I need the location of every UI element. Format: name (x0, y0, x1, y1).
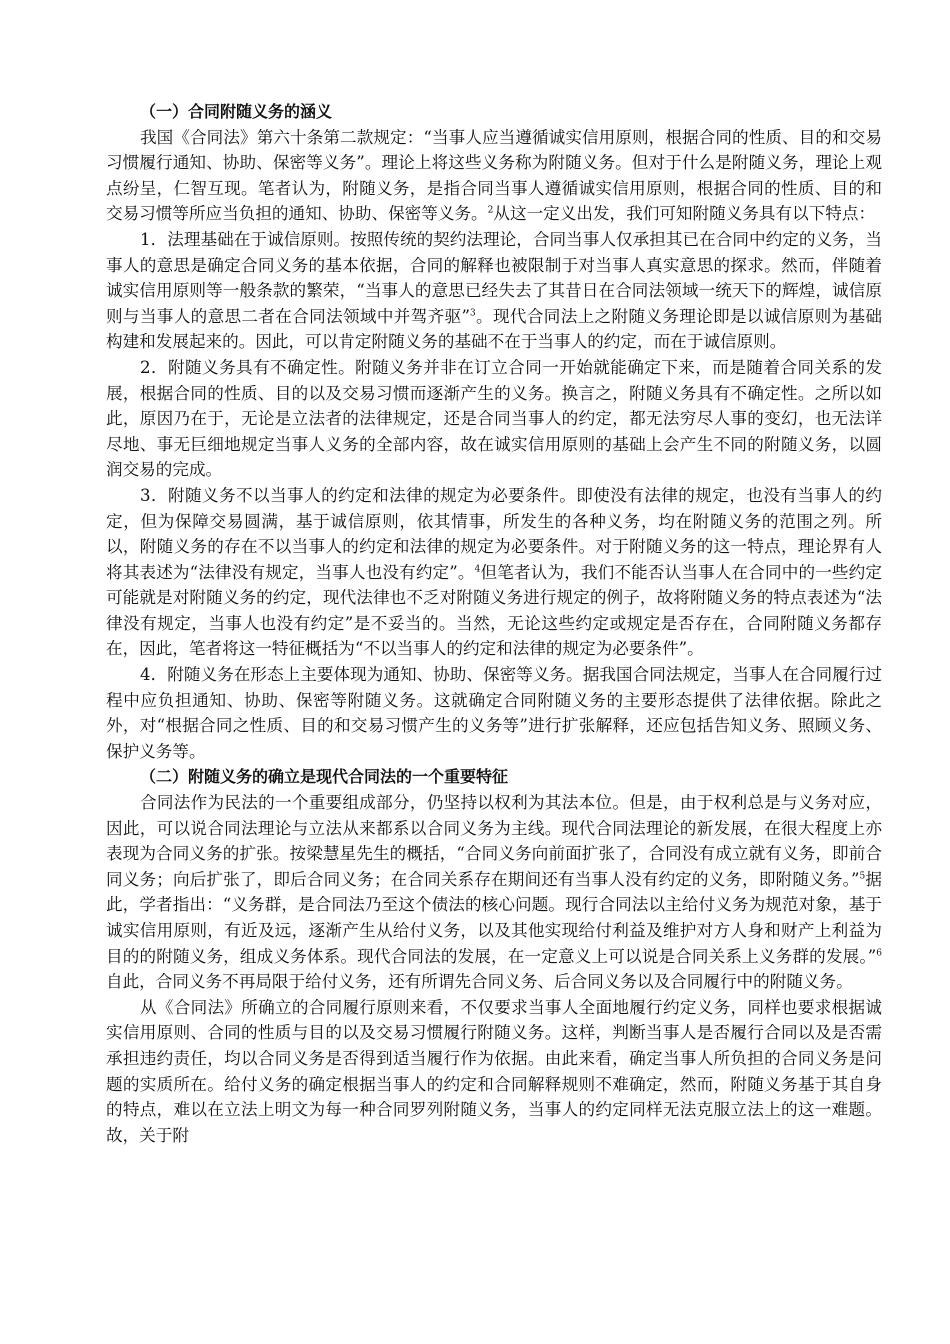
paragraph-performance-principle: 从《合同法》所确立的合同履行原则来看，不仅要求当事人全面地履行约定义务，同样也要求根据诚实信用原则、合同的性质与目的以及交易习惯履行附随义务。这样，判断当事人是否履行合同以及是否需承担违约责任，均以合同义务是否得到适当履行作为依据。由此来看，确定当事人所负担的合同义务是问题的实质所在。给付义务的确定根据当事人的约定和合同解释规则不难确定，然而，附随义务基于其自身的特点，难以在立法上明文为每一种合同罗列附随义务，当事人的约定同样无法克服立法上的这一难题。故，关于附 (106, 997, 882, 1145)
paragraph-feature-3 (106, 483, 882, 662)
paragraph-text: 合同法作为民法的一个重要组成部分，仍坚持以权利为其法本位。但是，由于权利总是与义务对应，因此，可以说合同法理论与立法从来都系以合同义务为主线。现代合同法理论的新发展，在很大程度上亦表现为合同义务的扩张。按梁慧星先生的概括，“合同义务向前面扩张了，合同没有成立就有义务，即前合同义务；向后扩张了，即后合同义务；在合同关系存在期间还有当事人没有约定的义务，即附随义务。” (106, 793, 882, 889)
paragraph-feature-4: 4．附随义务在形态上主要体现为通知、协助、保密等义务。据我国合同法规定，当事人在合同履行过程中应负担通知、协助、保密等附随义务。这就确定合同附随义务的主要形态提供了法律依据。除此之外，对“根据合同之性质、目的和交易习惯产生的义务等”进行扩张解释，还应包括告知义务、照顾义务、保护义务等。 (106, 665, 882, 761)
paragraph-text: 3．附随义务不以当事人的约定和法律的规定为必要条件。即使没有法律的规定，也没有当事人的约定，但为保障交易圆满，基于诚信原则，依其情事，所发生的各种义务，均在附随义务的范围之列。所以，附随义务的存在不以当事人的约定和法律的规定为必要条件。对于附随义务的这一特点，理论界有人将其表述为“法律没有规定，当事人也没有约定”。 (106, 485, 882, 582)
paragraph-text: 从这一定义出发，我们可知附随义务具有以下特点： (493, 204, 876, 224)
paragraph-text: 自此，合同义务不再局限于给付义务，还有所谓先合同义务、后合同义务以及合同履行中的附随义务。 (106, 972, 853, 992)
paragraph-text: 我国《合同法》第六十条第二款规定：“当事人应当遵循诚实信用原则，根据合同的性质、目的和交易习惯履行通知、协助、保密等义务”。理论上将这些义务称为附随义务。但对于什么是附随义务，理论上观点纷呈，仁智互现。笔者认为，附随义务，是指合同当事人遵循诚实信用原则，根据合同的性质、目的和交易习惯等所应当负担的通知、协助、保密等义务。 (106, 127, 882, 224)
paragraph-obligation-expansion (106, 790, 882, 995)
footnote-marker[interactable]: 6 (876, 948, 882, 959)
paragraph-feature-1 (106, 227, 882, 355)
paragraph-text: 据此，学者指出：“义务群，是合同法乃至这个债法的核心问题。现行合同法以主给付义务为规范对象，基于诚实信用原则，有近及远，逐渐产生从给付义务，以及其他实现给付利益及维护对方人身和财产上利益为目的的附随义务，组成义务体系。现代合同法的发展，在一定意义上可以说是合同关系上义务群的发展。” (106, 869, 883, 966)
footnote-marker[interactable]: 3 (469, 308, 476, 319)
document-body (106, 99, 882, 1148)
paragraph-text: 。现代合同法上之附随义务理论即是以诚信原则为基础构建和发展起来的。因此，可以肯定附随义务的基础不在于当事人的约定，而在于诚信原则。 (106, 306, 883, 352)
footnote-marker[interactable]: 2 (487, 205, 494, 216)
paragraph-definition (106, 125, 882, 227)
paragraph-text: 但笔者认为，我们不能否认当事人在合同中的一些约定可能就是对附随义务的约定，现代法律也不乏对附随义务进行规定的例子，故将附随义务的特点表述为“法律没有规定，当事人也没有约定”是不妥当的。当然，无论这些约定或规定是否存在，合同附随义务都存在，因此，笔者将这一特征概括为“不以当事人的约定和法律的规定为必要条件”。 (106, 562, 882, 659)
paragraph-feature-2: 2．附随义务具有不确定性。附随义务并非在订立合同一开始就能确定下来，而是随着合同关系的发展，根据合同的性质、目的以及交易习惯而逐渐产生的义务。换言之，附随义务具有不确定性。之所以如此，原因乃在于，无论是立法者的法律规定，还是合同当事人的约定，都无法穷尽人事的变幻，也无法详尽地、事无巨细地规定当事人义务的全部内容，故在诚实信用原则的基础上会产生不同的附随义务，以圆润交易的完成。 (106, 357, 882, 480)
paragraph-text: 1．法理基础在于诚信原则。按照传统的契约法理论，合同当事人仅承担其已在合同中约定的义务，当事人的意思是确定合同义务的基本依据，合同的解释也被限制于对当事人真实意思的探求。然而，伴随着诚实信用原则等一般条款的繁荣，“当事人的意思已经失去了其昔日在合同法领域一统天下的辉煌，诚信原则与当事人的意思二者在合同法领域中并驾齐驱” (106, 229, 882, 326)
footnote-marker[interactable]: 5 (859, 871, 866, 882)
section-heading-2: （二）附随义务的确立是现代合同法的一个重要特征 (140, 767, 509, 787)
section-heading-1: （一）合同附随义务的涵义 (140, 102, 333, 121)
footnote-marker[interactable]: 4 (474, 564, 481, 575)
